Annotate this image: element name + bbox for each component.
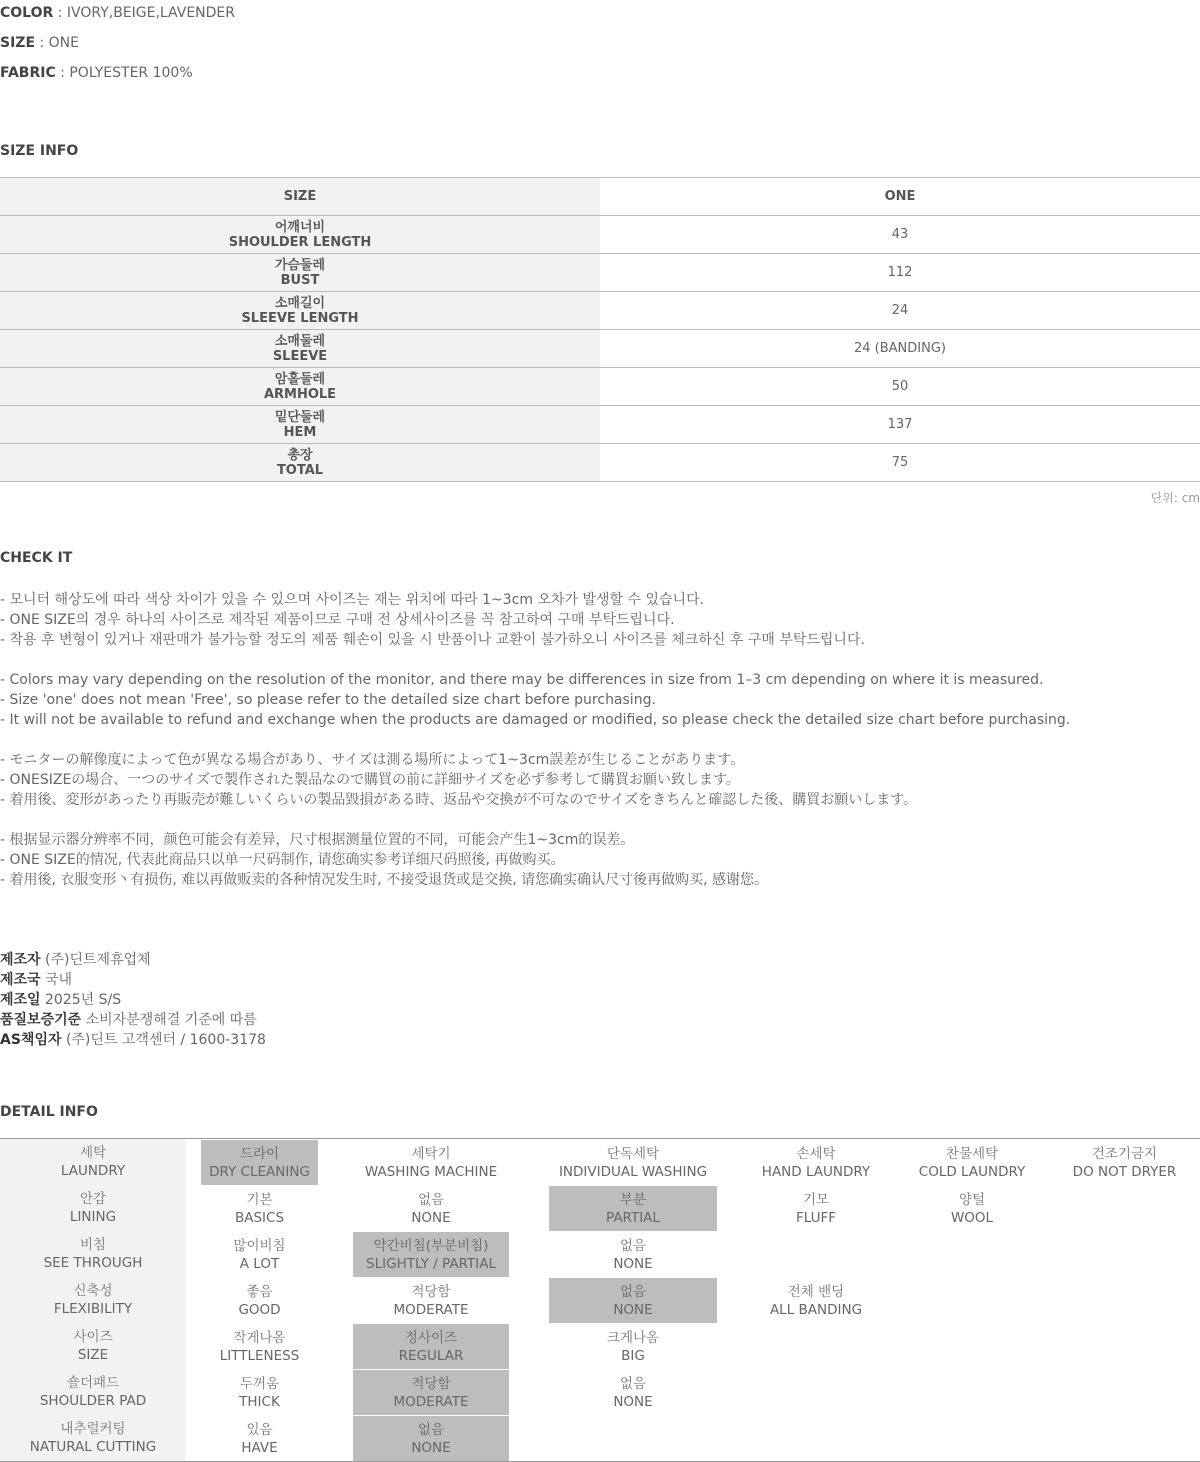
detail-option-en: A LOT: [239, 1255, 280, 1272]
color-info: [0, 4, 235, 22]
detail-option-en: MODERATE: [393, 1393, 469, 1410]
size-table-row: [0, 406, 1200, 444]
detail-option: [333, 1186, 529, 1231]
detail-option-ko: 없음: [417, 1421, 445, 1438]
detail-option: [529, 1324, 737, 1369]
detail-option-ko: 없음: [619, 1375, 647, 1392]
detail-option: [186, 1370, 333, 1415]
detail-option-en: LITTLENESS: [219, 1347, 300, 1364]
detail-option-ko: 많이비침: [233, 1237, 286, 1254]
note-ja: - ONESIZEの場合、一つのサイズで製作された製品なので購買の前に詳細サイズを必ず参考して購買お願い致します。: [0, 772, 740, 788]
detail-option-en: HAVE: [241, 1439, 278, 1456]
measurement-value: 75: [891, 455, 909, 470]
detail-option: [737, 1186, 895, 1231]
detail-option-ko: 두꺼움: [239, 1375, 280, 1392]
detail-option-ko: 적당함: [411, 1283, 451, 1300]
measurement-name-ko: 가슴둘레: [274, 257, 326, 273]
detail-option-ko: 전체 밴딩: [787, 1283, 845, 1300]
measurement-name-en: SHOULDER LENGTH: [228, 234, 372, 250]
country-line: [0, 970, 266, 990]
quality-label: 품질보증기준: [0, 1012, 82, 1028]
quality-value: 소비자분쟁해결 기준에 따름: [81, 1012, 257, 1028]
detail-option-en: REGULAR: [398, 1347, 464, 1364]
detail-option-ko: 약간비침(부분비침): [373, 1237, 489, 1254]
measurement-name-en: HEM: [283, 424, 317, 440]
note-zh: - 根据显示器分辨率不同，颜色可能会有差异，尺寸根据测量位置的不同，可能会产生1~3cm的误差。: [0, 832, 635, 848]
detail-option-en: MODERATE: [393, 1301, 469, 1318]
note-ko: - 모니터 해상도에 따라 색상 차이가 있을 수 있으며 사이즈는 재는 위치에 따라 1~3cm 오차가 발생할 수 있습니다.: [0, 592, 705, 608]
note-spacer: [0, 730, 1070, 750]
measurement-value: 137: [887, 417, 913, 432]
maker-value: (주)딘트제휴업체: [40, 952, 151, 968]
note-ko: - ONE SIZE의 경우 하나의 사이즈로 제작된 제품이므로 구매 전 상세사이즈를 꼭 참고하여 구매 부탁드립니다.: [0, 612, 675, 628]
note-en: - Colors may vary depending on the resolution of the monitor, and there may be differences in size from 1–3 cm depending on where it is measured.: [0, 672, 1044, 688]
detail-option: [737, 1140, 895, 1185]
detail-option: [186, 1278, 333, 1323]
unit-label: 단위: cm: [1150, 491, 1200, 505]
detail-option: [529, 1140, 737, 1185]
note-ja: - モニターの解像度によって色が異なる場合があり、サイズは測る場所によって1~3cm誤差が生じることがあります。: [0, 752, 745, 768]
note-spacer: [0, 650, 1070, 670]
detail-row-label: [0, 1371, 186, 1413]
detail-option-ko: 없음: [619, 1237, 647, 1254]
detail-option-selected: [549, 1278, 717, 1323]
date-value: 2025년 S/S: [40, 992, 122, 1008]
size-table-row: [0, 292, 1200, 330]
detail-label-ko: 비침: [79, 1237, 107, 1253]
measurement-name-en: SLEEVE LENGTH: [241, 310, 359, 326]
size-table: [0, 177, 1200, 482]
detail-option-en: NONE: [411, 1439, 451, 1456]
detail-option-en: HAND LAUNDRY: [761, 1163, 871, 1180]
detail-option: [737, 1278, 895, 1323]
detail-option-ko: 없음: [417, 1191, 445, 1208]
measurement-value: 24: [891, 303, 909, 318]
detail-option-en: WASHING MACHINE: [364, 1163, 498, 1180]
detail-option-en: PARTIAL: [606, 1209, 660, 1226]
detail-option-ko: 세탁기: [411, 1145, 451, 1162]
detail-label-en: NATURAL CUTTING: [29, 1439, 157, 1455]
detail-option-en: NONE: [613, 1393, 653, 1410]
size-header-value: ONE: [884, 189, 916, 204]
detail-label-en: FLEXIBILITY: [53, 1301, 133, 1317]
detail-option-selected: [353, 1416, 509, 1461]
detail-option: [186, 1324, 333, 1369]
measurement-name-ko: 밑단둘레: [274, 409, 326, 425]
detail-label-ko: 신축성: [73, 1283, 113, 1299]
note-zh: - 着用後, 衣服变形丶有损伤, 难以再做贩卖的各种情况发生时, 不接受退货或是交换, 请您确实确认尺寸後再做购买, 感谢您。: [0, 872, 769, 888]
detail-label-en: LINING: [69, 1209, 117, 1225]
measurement-name-ko: 암홀둘레: [274, 371, 326, 387]
detail-option: [1049, 1140, 1200, 1185]
detail-label-en: SIZE: [77, 1347, 109, 1363]
detail-label-en: SEE THROUGH: [43, 1255, 143, 1271]
detail-info-grid: [0, 1138, 1200, 1462]
detail-option-en: COLD LAUNDRY: [918, 1163, 1026, 1180]
detail-option-ko: 기모: [802, 1191, 830, 1208]
measurement-name-en: ARMHOLE: [263, 386, 337, 402]
fabric-info: [0, 64, 193, 82]
detail-option-en: SLIGHTLY / PARTIAL: [366, 1255, 496, 1272]
detail-row-label: [0, 1187, 186, 1229]
measurement-value: 112: [887, 265, 913, 280]
detail-option: [895, 1186, 1049, 1231]
size-value: : ONE: [35, 35, 79, 51]
measurement-name-ko: 소매둘레: [274, 333, 326, 349]
detail-option: [186, 1232, 333, 1277]
detail-option-en: NONE: [613, 1301, 653, 1318]
size-table-row: [0, 368, 1200, 406]
detail-option-en: WOOL: [950, 1209, 994, 1226]
measurement-value: 43: [891, 227, 909, 242]
maker-line: [0, 950, 266, 970]
detail-option-ko: 건조기금지: [1091, 1145, 1158, 1162]
manufacturer-info: [0, 950, 266, 1050]
size-table-row: [0, 216, 1200, 254]
as-line: [0, 1030, 266, 1050]
measurement-name-en: SLEEVE: [272, 348, 328, 364]
detail-label-ko: 세탁: [79, 1145, 107, 1161]
detail-option-selected: [353, 1232, 509, 1277]
measurement-name-en: BUST: [280, 272, 320, 288]
detail-option-ko: 드라이: [239, 1145, 280, 1162]
detail-label-en: LAUNDRY: [60, 1163, 126, 1179]
size-table-row: [0, 330, 1200, 368]
date-line: [0, 990, 266, 1010]
country-label: 제조국: [0, 972, 41, 988]
detail-label-ko: 안감: [79, 1191, 107, 1207]
measurement-name: [0, 330, 600, 367]
detail-option-ko: 작게나옴: [233, 1329, 286, 1346]
detail-label-ko: 숄더패드: [66, 1375, 120, 1391]
check-it-notes: [0, 590, 1070, 890]
size-info-title: SIZE INFO: [0, 143, 79, 159]
date-label: 제조일: [0, 992, 41, 1008]
detail-row-label: [0, 1417, 186, 1459]
detail-option-ko: 부분: [619, 1191, 647, 1208]
size-table-header: [0, 178, 1200, 216]
size-header-label: SIZE: [0, 178, 600, 215]
detail-option-ko: 크게나옴: [606, 1329, 660, 1346]
detail-option-en: NONE: [411, 1209, 451, 1226]
detail-label-en: SHOULDER PAD: [39, 1393, 147, 1409]
color-label: COLOR: [0, 5, 54, 21]
as-label: AS책임자: [0, 1032, 62, 1048]
size-table-row: [0, 444, 1200, 482]
detail-option: [333, 1278, 529, 1323]
detail-label-ko: 내추럴커팅: [60, 1421, 126, 1437]
measurement-name-en: TOTAL: [276, 462, 324, 478]
detail-option-ko: 있음: [246, 1421, 273, 1438]
detail-option-en: GOOD: [238, 1301, 281, 1318]
detail-option-ko: 없음: [619, 1283, 647, 1300]
detail-option-en: INDIVIDUAL WASHING: [558, 1163, 708, 1180]
maker-label: 제조자: [0, 952, 41, 968]
check-it-title: CHECK IT: [0, 550, 73, 566]
fabric-label: FABRIC: [0, 65, 56, 81]
measurement-name-ko: 소매길이: [274, 295, 326, 311]
detail-option-ko: 단독세탁: [606, 1145, 660, 1162]
measurement-value: 24 (BANDING): [854, 341, 946, 356]
detail-option-ko: 기본: [246, 1191, 273, 1208]
detail-option: [895, 1140, 1049, 1185]
detail-option-ko: 정사이즈: [404, 1329, 458, 1346]
measurement-name: [0, 368, 600, 405]
measurement-name-ko: 어깨너비: [274, 219, 326, 235]
detail-option-en: ALL BANDING: [769, 1301, 863, 1318]
as-value: (주)딘트 고객센터 / 1600-3178: [61, 1032, 266, 1048]
country-value: 국내: [40, 972, 73, 988]
note-spacer: [0, 810, 1070, 830]
note-ja: - 着用後、変形があったり再販売が難しいくらいの製品毀損がある時、返品や交換が不可なのでサイズをきちんと確認した後、購買お願いします。: [0, 792, 918, 808]
detail-option-en: DRY CLEANING: [209, 1163, 310, 1180]
size-label: SIZE: [0, 35, 36, 51]
detail-option-selected: [353, 1324, 509, 1369]
detail-row-label: [0, 1141, 186, 1183]
detail-option-ko: 좋음: [246, 1283, 273, 1300]
detail-option-en: THICK: [239, 1393, 280, 1410]
measurement-name-ko: 총장: [287, 447, 313, 463]
quality-line: [0, 1010, 266, 1030]
measurement-name: [0, 216, 600, 253]
detail-option: [186, 1416, 333, 1461]
fabric-value: : POLYESTER 100%: [55, 65, 193, 81]
note-ko: - 착용 후 변형이 있거나 재판매가 불가능할 정도의 제품 훼손이 있을 시 반품이나 교환이 불가하오니 사이즈를 체크하신 후 구매 부탁드립니다.: [0, 632, 865, 648]
detail-option-ko: 양털: [958, 1191, 986, 1208]
detail-option-en: BIG: [621, 1347, 645, 1364]
detail-option: [186, 1186, 333, 1231]
detail-option-selected: [353, 1370, 509, 1415]
detail-row-label: [0, 1325, 186, 1367]
detail-info-title: DETAIL INFO: [0, 1104, 98, 1120]
size-table-row: [0, 254, 1200, 292]
note-en: - Size 'one' does not mean 'Free', so please refer to the detailed size chart before purchasing.: [0, 692, 656, 708]
detail-option-selected: [549, 1186, 717, 1231]
detail-row-label: [0, 1279, 186, 1321]
measurement-name: [0, 444, 600, 481]
measurement-name: [0, 292, 600, 329]
detail-row-label: [0, 1233, 186, 1275]
measurement-name: [0, 406, 600, 443]
detail-label-ko: 사이즈: [73, 1329, 113, 1345]
detail-option-en: NONE: [613, 1255, 653, 1272]
measurement-value: 50: [891, 379, 909, 394]
detail-option-ko: 찬물세탁: [945, 1145, 999, 1162]
detail-option-en: BASICS: [234, 1209, 285, 1226]
size-info-line: [0, 34, 79, 52]
detail-option-en: DO NOT DRYER: [1072, 1163, 1177, 1180]
note-en: - It will not be available to refund and exchange when the products are damaged or modified, so please check the detailed size chart before purchasing.: [0, 712, 1071, 728]
detail-option: [529, 1370, 737, 1415]
detail-option-en: FLUFF: [795, 1209, 837, 1226]
detail-option-ko: 적당함: [411, 1375, 451, 1392]
measurement-name: [0, 254, 600, 291]
detail-option-selected: [201, 1140, 318, 1185]
detail-option-ko: 손세탁: [796, 1145, 836, 1162]
note-zh: - ONE SIZE的情况, 代表此商品只以单一尺码制作, 请您确实参考详细尺码照後, 再做购买。: [0, 852, 565, 868]
detail-option: [333, 1140, 529, 1185]
detail-option: [529, 1232, 737, 1277]
color-value: : IVORY,BEIGE,LAVENDER: [53, 5, 235, 21]
